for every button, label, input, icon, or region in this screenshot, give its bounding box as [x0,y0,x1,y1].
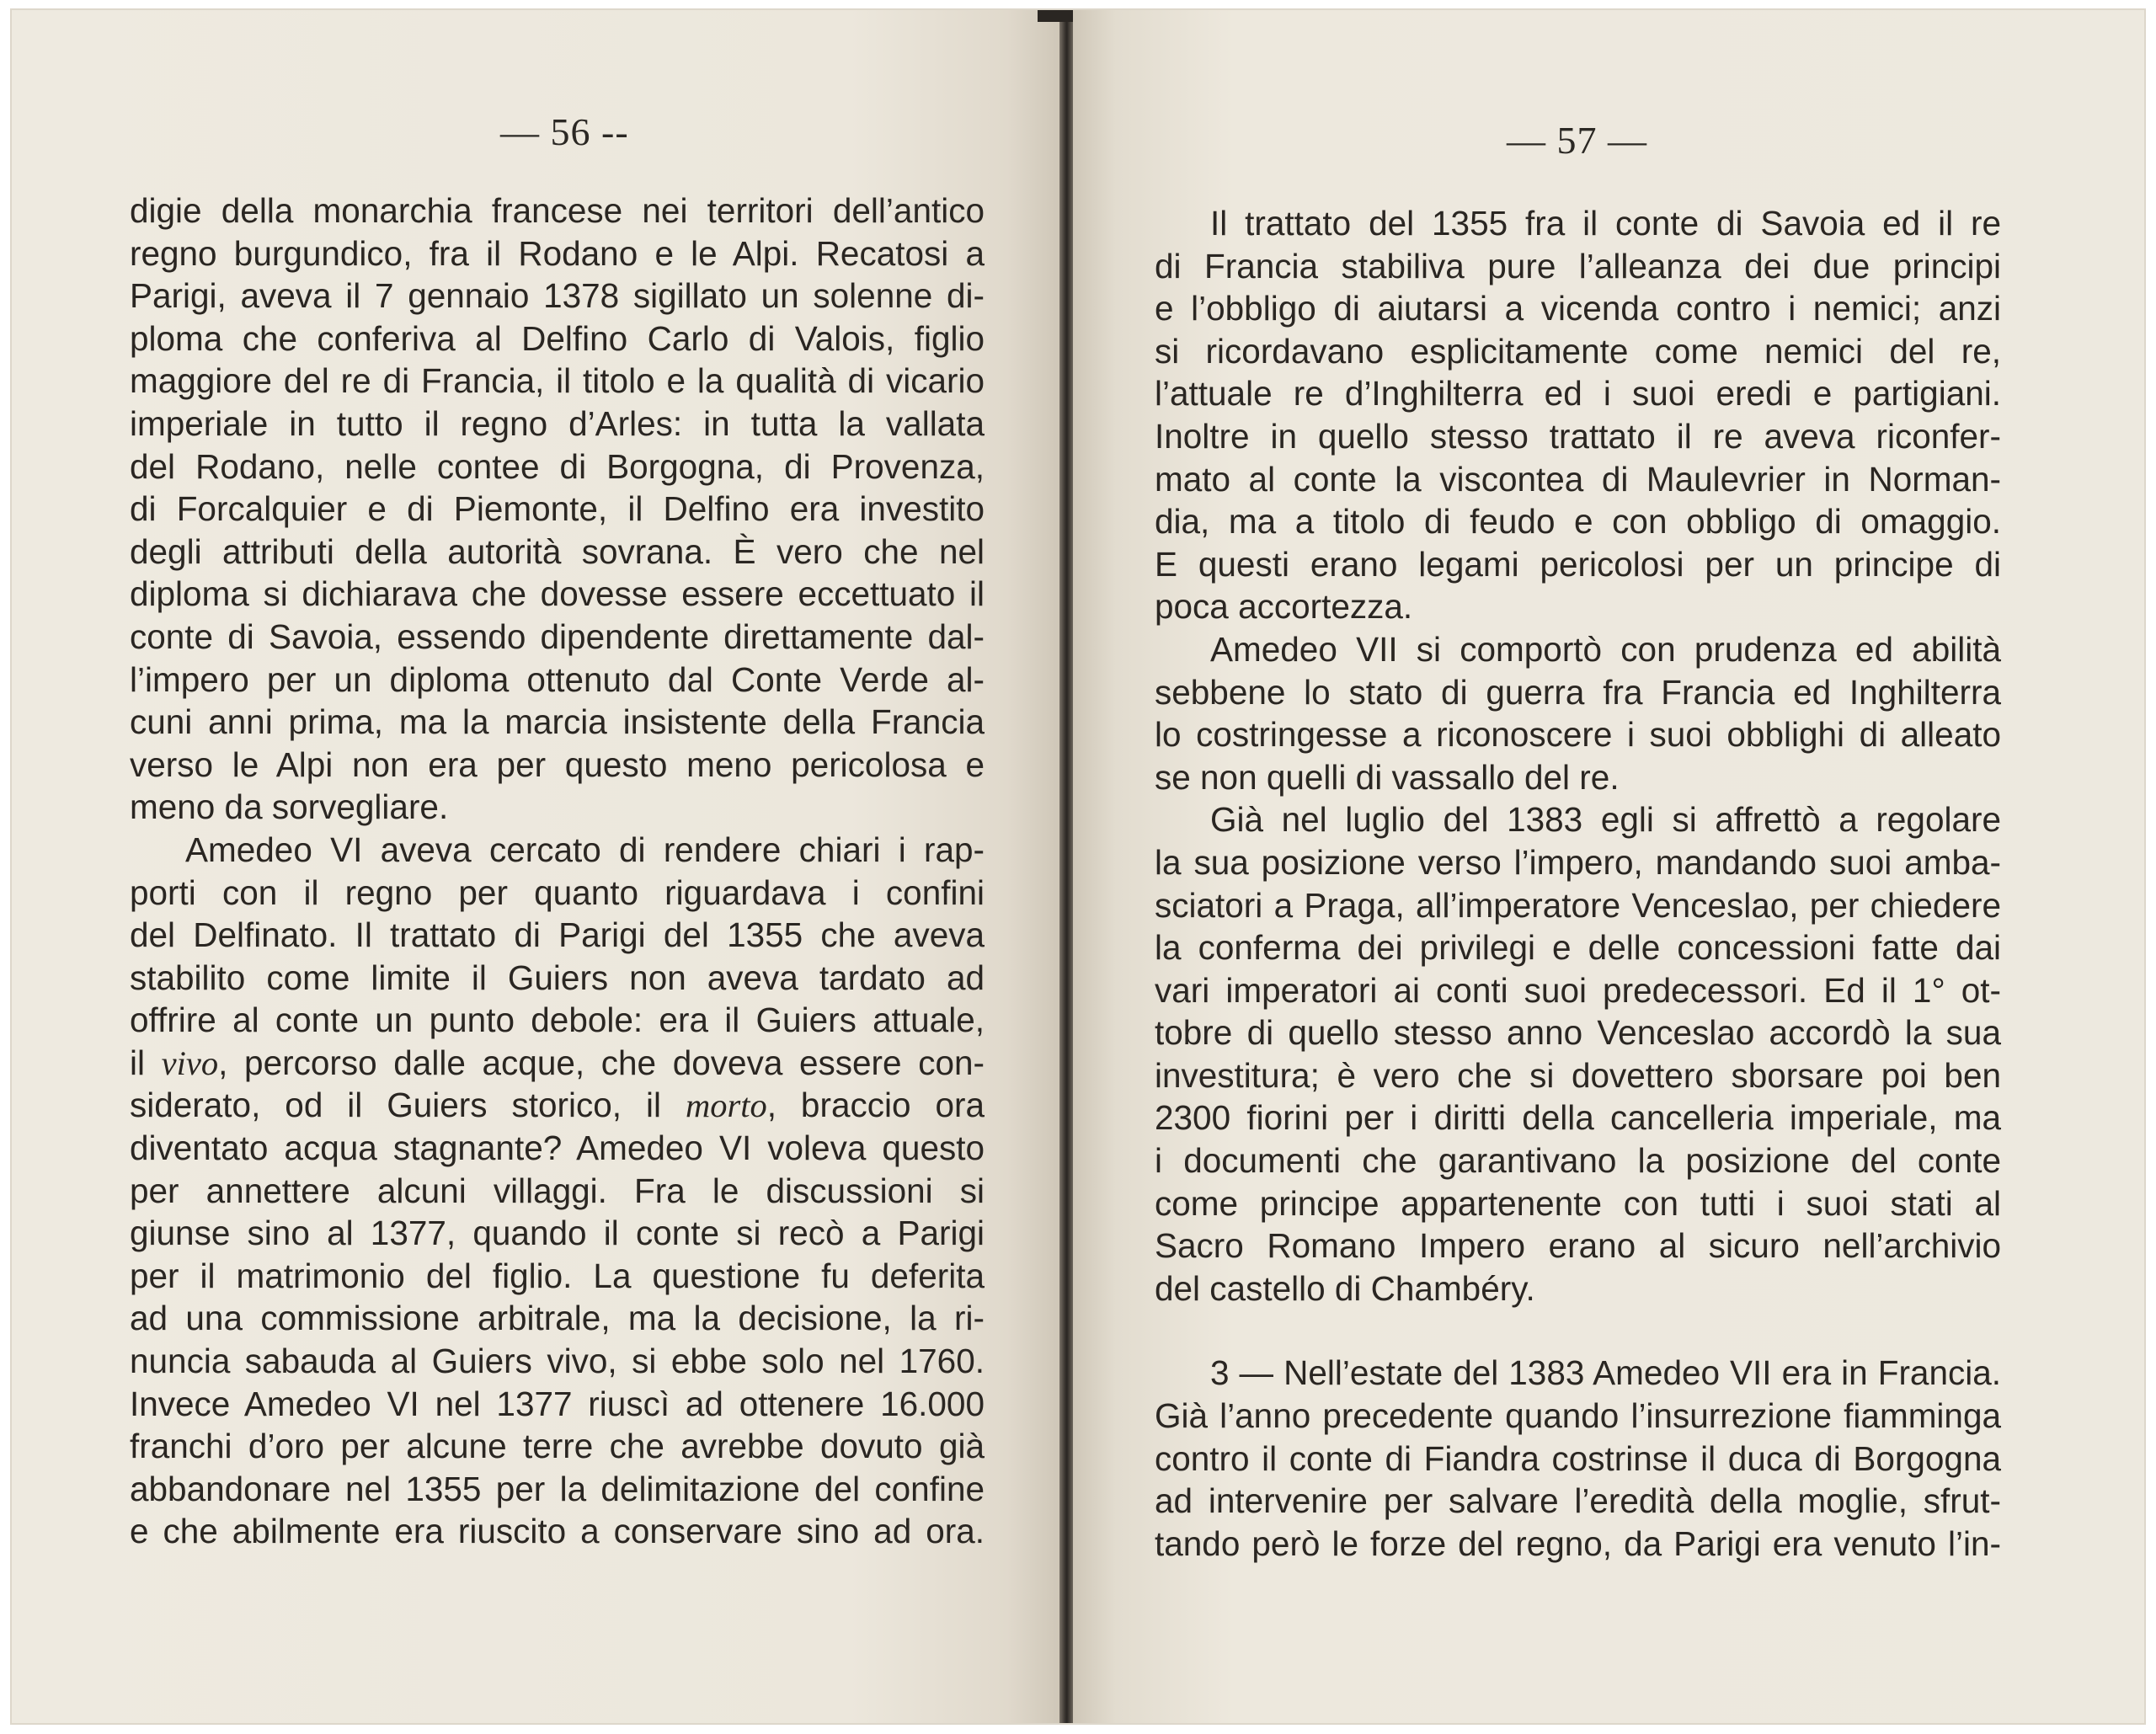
text-line: Invece Amedeo VI nel 1377 riuscì ad ottenere 16.000 [130,1384,985,1423]
text-line: contro il conte di Fiandra costrinse il duca di Borgogna [1155,1438,2001,1478]
page-number-left: — 56 -- [500,110,629,153]
text-fragment: siderato, od il Guiers storico, il [130,1086,686,1125]
text-fragment: , braccio ora [766,1086,985,1125]
open-book [12,10,2144,1723]
text-line: per annettere alcuni villaggi. Fra le discussioni si [130,1171,985,1210]
text-line: diploma si dichiarava che dovesse essere eccettuato il [130,574,985,614]
text-line: dia, ma a titolo di feudo e con obbligo di omaggio. [1155,502,2001,542]
text-line: imperiale in tutto il regno d’Arles: in tutta la vallata [130,403,985,443]
section-heading-line: 3 — Nell’estate del 1383 Amedeo VII era in Francia. [1210,1353,2001,1393]
text-line: Amedeo VI aveva cercato di rendere chiari i rap- [185,830,985,869]
text-line: i documenti che garantivano la posizione del conte [1155,1141,2001,1181]
text-fragment: , percorso dalle acque, che doveva essere con- [218,1043,985,1082]
text-line: 2300 fiorini per i diritti della cancelleria imperiale, ma [1155,1098,2001,1138]
text-line: maggiore del re di Francia, il titolo e la qualità di vicario [130,361,985,401]
text-line: cuni anni prima, ma la marcia insistente della Francia [130,702,985,742]
text-line: e l’obbligo di aiutarsi a vicenda contro i nemici; anzi [1155,289,2001,328]
text-line: meno da sorvegliare. [130,787,449,827]
text-line: come principe appartenente con tutti i suoi stati al [1155,1183,2001,1223]
text-line-morto [130,1084,985,1127]
left-page [12,10,1059,1723]
text-line: regno burgundico, fra il Rodano e le Alpi. Recatosi a [130,233,985,273]
text-line: offrire al conte un punto debole: era il Guiers attuale, [130,1000,985,1040]
text-line: del Delfinato. Il trattato di Parigi del 1355 che aveva [130,915,985,955]
right-page [1073,10,2144,1723]
text-line: investitura; è vero che si dovettero sborsare poi ben [1155,1055,2001,1095]
text-line: franchi d’oro per alcune terre che avrebbe dovuto già [130,1427,985,1466]
text-line: e che abilmente era riuscito a conservare sino ad ora. [130,1512,985,1551]
text-line: la conferma dei privilegi e delle concessioni fatte dai [1155,928,2001,968]
section-gap [1155,1310,2001,1352]
text-line: si ricordavano esplicitamente come nemici del re, [1155,331,2001,371]
text-line: tando però le forze del regno, da Parigi era venuto l’in- [1155,1523,2001,1563]
text-line: lo costringesse a riconoscere i suoi obblighi di alleato [1155,715,2001,755]
text-line: nuncia sabauda al Guiers vivo, si ebbe solo nel 1760. [130,1342,985,1381]
book-spine-gutter [1059,10,1073,1723]
text-line-vivo [130,1042,985,1085]
text-line: Già nel luglio del 1383 egli si affrettò a regolare [1210,800,2001,840]
page-number-right: — 57 — [1507,119,1647,162]
text-line: ad una commissione arbitrale, ma la decisione, la ri- [130,1299,985,1338]
text-line: verso le Alpi non era per questo meno pericolosa e [130,744,985,784]
text-line: Il trattato del 1355 fra il conte di Savoia ed il re [1210,204,2001,243]
right-page-text [1155,202,2001,1565]
text-line: mato al conte la viscontea di Maulevrier in Norman- [1155,459,2001,499]
left-page-text [130,189,985,1553]
text-line: digie della monarchia francese nei territori dell’antico [130,191,985,230]
text-line: Già l’anno precedente quando l’insurrezione fiamminga [1155,1396,2001,1436]
text-line: ad intervenire per salvare l’eredità della moglie, sfrut- [1155,1481,2001,1521]
text-line: vari imperatori ai conti suoi predecessori. Ed il 1° ot- [1155,970,2001,1010]
text-line: Amedeo VII si comportò con prudenza ed abilità [1210,629,2001,669]
text-line: tobre di quello stesso anno Venceslao accordò la sua [1155,1013,2001,1053]
text-line: stabilito come limite il Guiers non aveva tardato ad [130,958,985,997]
italic-word-morto: morto [685,1086,767,1125]
text-line: E questi erano legami pericolosi per un principe di [1155,544,2001,584]
text-line: Parigi, aveva il 7 gennaio 1378 sigillato un solenne di- [130,276,985,316]
text-fragment: il [130,1043,162,1082]
text-line: se non quelli di vassallo del re. [1155,757,1620,797]
text-line: per il matrimonio del figlio. La questione fu deferita [130,1256,985,1295]
text-line: sciatori a Praga, all’imperatore Venceslao, per chiedere [1155,885,2001,925]
text-line: porti con il regno per quanto riguardava i confini [130,872,985,912]
text-line: degli attributi della autorità sovrana. È vero che nel [130,531,985,571]
text-line: Inoltre in quello stesso trattato il re aveva riconfer- [1155,416,2001,456]
text-line: Sacro Romano Impero erano al sicuro nell’archivio [1155,1226,2001,1266]
text-line: sebbene lo stato di guerra fra Francia ed Inghilterra [1155,672,2001,712]
text-line: abbandonare nel 1355 per la delimitazione del confine [130,1469,985,1508]
text-line: del castello di Chambéry. [1155,1268,1535,1308]
italic-word-vivo: vivo [161,1043,219,1082]
text-line: l’impero per un diploma ottenuto dal Conte Verde al- [130,659,985,699]
text-line: conte di Savoia, essendo dipendente direttamente dal- [130,616,985,656]
text-line: giunse sino al 1377, quando il conte si recò a Parigi [130,1214,985,1253]
text-line: l’attuale re d’Inghilterra ed i suoi eredi e partigiani. [1155,374,2001,413]
text-line: di Francia stabiliva pure l’alleanza dei due principi [1155,246,2001,285]
text-line: ploma che conferiva al Delfino Carlo di Valois, figlio [130,318,985,358]
text-line: del Rodano, nelle contee di Borgogna, di Provenza, [130,446,985,486]
text-line: diventato acqua stagnante? Amedeo VI voleva questo [130,1128,985,1168]
text-line: di Forcalquier e di Piemonte, il Delfino era investito [130,489,985,529]
text-line: la sua posizione verso l’impero, mandando suoi amba- [1155,842,2001,882]
text-line: poca accortezza. [1155,587,1413,627]
